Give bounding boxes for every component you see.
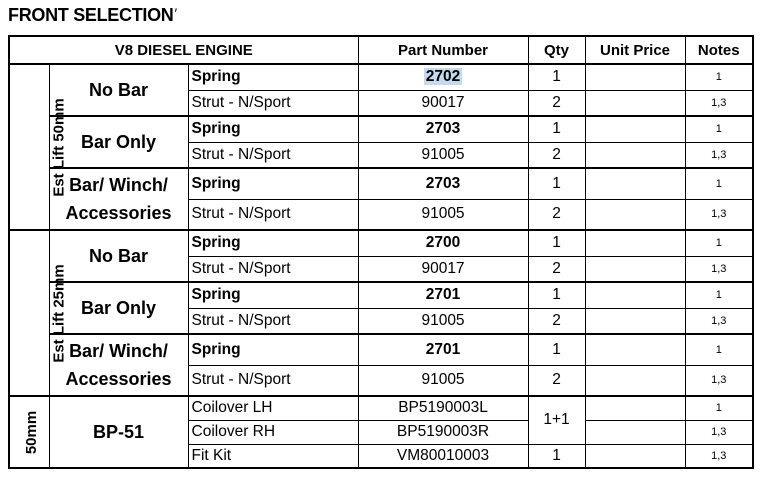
unit-price-cell[interactable] <box>585 282 685 308</box>
page-title <box>8 5 177 26</box>
header-qty: Qty <box>528 36 585 64</box>
part-number-cell: 2703 <box>358 116 528 142</box>
group-50mm <box>9 396 49 468</box>
table-row <box>9 282 753 308</box>
table-row <box>9 334 753 365</box>
part-number-cell: BP5190003R <box>358 420 528 444</box>
notes-cell: 1,3 <box>685 444 753 468</box>
notes-cell: 1 <box>685 230 753 256</box>
table-row <box>9 64 753 90</box>
notes-cell: 1,3 <box>685 420 753 444</box>
qty-cell: 1 <box>528 282 585 308</box>
unit-price-cell[interactable] <box>585 420 685 444</box>
bar-type-line-2: Accessories <box>65 369 172 389</box>
qty-cell: 1 <box>528 64 585 90</box>
bar-type-line-2: Accessories <box>65 203 172 223</box>
component-cell: Spring <box>188 64 358 90</box>
notes-cell: 1,3 <box>685 199 753 230</box>
component-cell: Strut - N/Sport <box>188 199 358 230</box>
bar-type-cell <box>49 168 188 230</box>
part-number-cell: 2700 <box>358 230 528 256</box>
qty-cell: 2 <box>528 199 585 230</box>
qty-cell: 1 <box>528 334 585 365</box>
qty-cell: 2 <box>528 308 585 334</box>
notes-cell: 1,3 <box>685 308 753 334</box>
notes-cell: 1 <box>685 396 753 420</box>
part-number-cell: BP5190003L <box>358 396 528 420</box>
part-number-cell: 90017 <box>358 90 528 116</box>
part-number-cell: 91005 <box>358 142 528 168</box>
part-number-cell: 91005 <box>358 199 528 230</box>
unit-price-cell[interactable] <box>585 142 685 168</box>
unit-price-cell[interactable] <box>585 334 685 365</box>
notes-cell: 1 <box>685 334 753 365</box>
qty-cell: 2 <box>528 90 585 116</box>
part-number-cell: 90017 <box>358 256 528 282</box>
component-cell: Coilover RH <box>188 420 358 444</box>
part-number-cell: 2701 <box>358 334 528 365</box>
front-selection-table <box>8 35 754 469</box>
notes-cell: 1,3 <box>685 142 753 168</box>
component-cell: Strut - N/Sport <box>188 308 358 334</box>
bar-type-line-1: Bar/ Winch/ <box>69 341 168 361</box>
unit-price-cell[interactable] <box>585 396 685 420</box>
notes-cell: 1 <box>685 116 753 142</box>
unit-price-cell[interactable] <box>585 444 685 468</box>
bar-type-cell: Bar Only <box>49 116 188 168</box>
unit-price-cell[interactable] <box>585 230 685 256</box>
component-cell: Spring <box>188 116 358 142</box>
group-label: 50mm <box>23 410 41 454</box>
bar-type-cell: No Bar <box>49 230 188 282</box>
title-mark: ′ <box>174 5 177 21</box>
component-cell: Spring <box>188 168 358 199</box>
notes-cell: 1,3 <box>685 90 753 116</box>
bar-type-cell: Bar Only <box>49 282 188 334</box>
header-unit-price: Unit Price <box>585 36 685 64</box>
component-cell: Coilover LH <box>188 396 358 420</box>
group-lift-25mm <box>9 230 68 396</box>
part-number-cell: 91005 <box>358 308 528 334</box>
qty-cell: 1 <box>528 116 585 142</box>
table-row <box>9 168 753 199</box>
unit-price-cell[interactable] <box>585 64 685 90</box>
header-engine: V8 DIESEL ENGINE <box>9 36 358 64</box>
component-cell: Strut - N/Sport <box>188 90 358 116</box>
qty-cell: 2 <box>528 142 585 168</box>
group-label: Est Lift 25mm <box>50 263 68 363</box>
component-cell: Fit Kit <box>188 444 358 468</box>
notes-cell: 1 <box>685 282 753 308</box>
table-row <box>9 230 753 256</box>
component-cell: Spring <box>188 282 358 308</box>
notes-cell: 1 <box>685 168 753 199</box>
qty-cell: 2 <box>528 365 585 396</box>
group-label: Est Lift 50mm <box>50 97 68 197</box>
part-number-cell: VM80010003 <box>358 444 528 468</box>
highlighted-part-number: 2702 <box>425 68 461 86</box>
notes-cell: 1 <box>685 64 753 90</box>
notes-cell: 1,3 <box>685 365 753 396</box>
component-cell: Spring <box>188 230 358 256</box>
component-cell: Strut - N/Sport <box>188 142 358 168</box>
bar-type-cell <box>49 334 188 396</box>
part-number-cell: 2703 <box>358 168 528 199</box>
qty-cell: 1 <box>528 444 585 468</box>
component-cell: Spring <box>188 334 358 365</box>
unit-price-cell[interactable] <box>585 365 685 396</box>
unit-price-cell[interactable] <box>585 116 685 142</box>
unit-price-cell[interactable] <box>585 90 685 116</box>
notes-cell: 1,3 <box>685 256 753 282</box>
component-cell: Strut - N/Sport <box>188 365 358 396</box>
qty-cell: 1+1 <box>528 396 585 444</box>
bar-type-cell: BP-51 <box>49 396 188 468</box>
unit-price-cell[interactable] <box>585 168 685 199</box>
qty-cell: 2 <box>528 256 585 282</box>
component-cell: Strut - N/Sport <box>188 256 358 282</box>
table-row <box>9 396 753 420</box>
unit-price-cell[interactable] <box>585 199 685 230</box>
header-notes: Notes <box>685 36 753 64</box>
part-number-cell: 91005 <box>358 365 528 396</box>
qty-cell: 1 <box>528 168 585 199</box>
title-text: FRONT SELECTION <box>8 5 174 25</box>
unit-price-cell[interactable] <box>585 308 685 334</box>
bar-type-cell: No Bar <box>49 64 188 116</box>
bar-type-line-1: Bar/ Winch/ <box>69 175 168 195</box>
part-number-cell <box>358 64 528 90</box>
group-lift-50mm <box>9 64 68 230</box>
table-row <box>9 116 753 142</box>
qty-cell: 1 <box>528 230 585 256</box>
part-number-cell: 2701 <box>358 282 528 308</box>
header-row <box>9 36 753 64</box>
header-part-number: Part Number <box>358 36 528 64</box>
unit-price-cell[interactable] <box>585 256 685 282</box>
